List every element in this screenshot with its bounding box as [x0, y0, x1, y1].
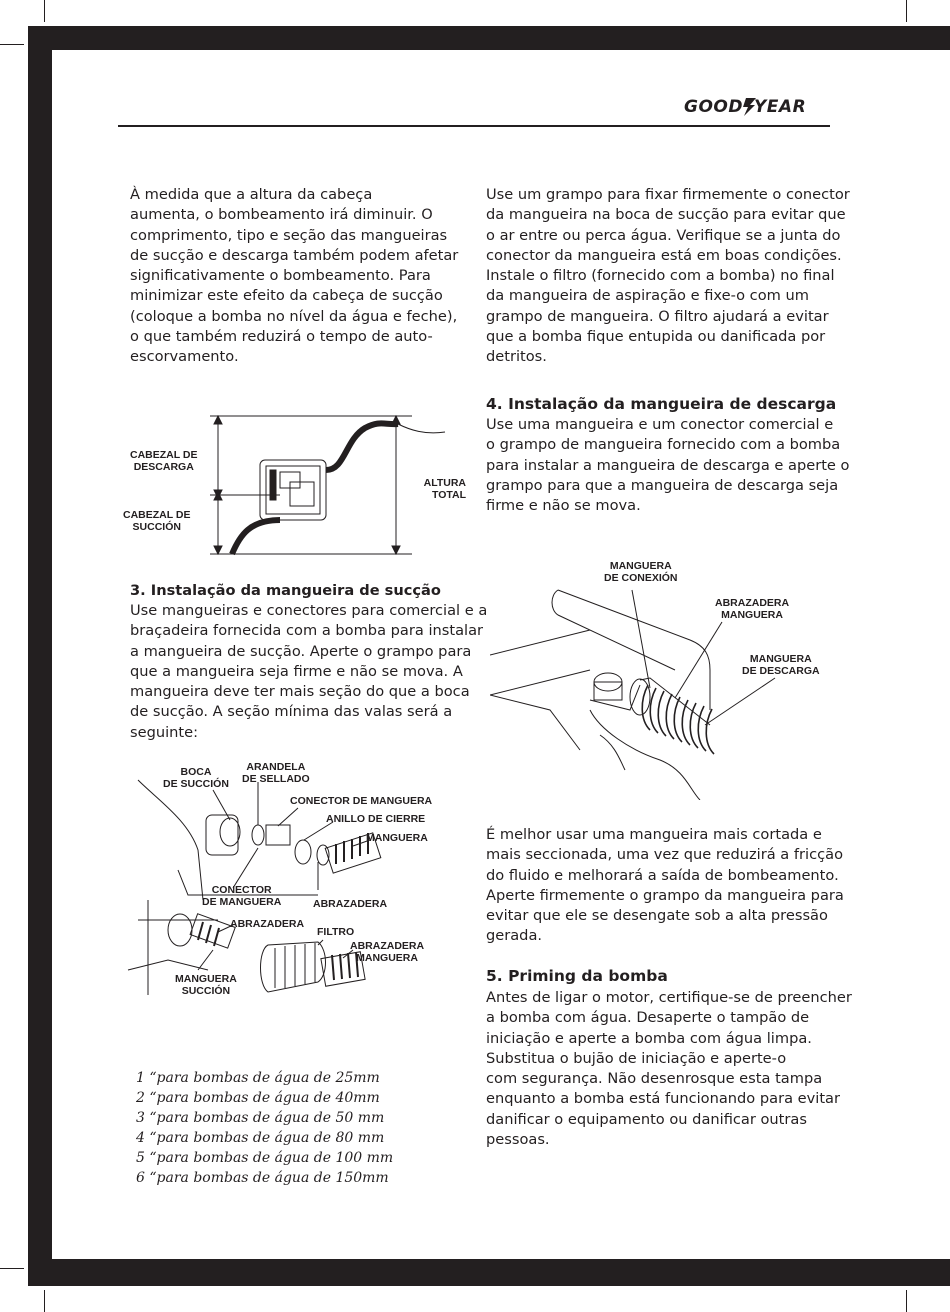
list-item: 2 “para bombas de água de 40mm — [136, 1090, 380, 1106]
crop-mark — [928, 1268, 950, 1269]
section3-paragraph: Use mangueiras e conectores para comercial e a braçadeira fornecida com a bomba para instalar a mangueira de sucção. Aperte o grampo para que a mangueira seja firme e não se mova. A mangueira deve ter mais seção do que a boca de sucção. A seção mínima das valas será a seguinte: — [130, 602, 488, 741]
crop-mark — [906, 1290, 907, 1312]
crop-mark — [0, 44, 24, 45]
header-rule — [118, 125, 830, 127]
crop-mark — [44, 1290, 45, 1312]
label-conector-top: CONECTOR DE MANGUERA — [290, 795, 433, 807]
crop-mark — [0, 1268, 24, 1269]
section5-title: 5. Priming da bomba — [486, 967, 668, 985]
section4-title: 4. Instalação da mangueira de descarga — [486, 395, 837, 413]
label-manguera-conexion: MANGUERA DE CONEXIÓN — [604, 560, 678, 584]
label-conector: CONECTOR DE MANGUERA — [202, 884, 282, 908]
crop-mark — [906, 0, 907, 22]
label-arandela: ARANDELA DE SELLADO — [242, 761, 310, 785]
label-anillo: ANILLO DE CIERRE — [326, 813, 426, 825]
crop-mark — [44, 0, 45, 22]
left-border-bar — [28, 26, 52, 1286]
label-suction-head: CABEZAL DE SUCCIÓN — [123, 509, 191, 533]
label-filtro: FILTRO — [317, 926, 355, 938]
label-abrazadera-manguera: ABRAZADERA MANGUERA — [350, 940, 425, 964]
list-item: 3 “para bombas de água de 50 mm — [136, 1110, 385, 1126]
intro-paragraph: À medida que a altura da cabeça aumenta, o bombeamento irá diminuir. O comprimento, tipo e seção das mangueiras de sucção e descarga também podem afetar significativamente o bombeamento. Para minimizar este efeito da cabeça de sucção (coloque a bomba no nível da água e feche), o que também reduzirá o tempo de auto- escorvamento. — [130, 186, 459, 366]
label-manguera-succion: MANGUERA SUCCIÓN — [175, 973, 237, 997]
section4-paragraph: Use uma mangueira e um conector comercial e o grampo de mangueira fornecido com a bomba para instalar a mangueira de descarga e aperte o grampo para que a mangueira de descarga seja firme e não se mova. — [486, 416, 850, 515]
svg-text:GOOD: GOOD — [684, 96, 743, 117]
hose-paragraph: É melhor usar uma mangueira mais cortada e mais seccionada, uma vez que reduzirá a fricção do fluido e melhorará a saída de bombeamento. Aperte firmemente o grampo da mangueira para evitar que ele se desengate sob a alta pressão gerada. — [486, 826, 844, 945]
goodyear-logo — [684, 94, 824, 117]
list-item: 4 “para bombas de água de 80 mm — [136, 1130, 385, 1146]
list-item: 1 “para bombas de água de 25mm — [136, 1070, 380, 1086]
label-abrazadera-1: ABRAZADERA — [313, 898, 388, 910]
list-item: 6 “para bombas de água de 150mm — [136, 1170, 389, 1186]
discharge-hose-diagram — [490, 560, 835, 800]
crop-mark — [928, 44, 950, 45]
label-abrazadera-2: ABRAZADERA — [230, 918, 305, 930]
label-total-height: ALTURA TOTAL — [423, 477, 466, 501]
label-discharge-head: CABEZAL DE DESCARGA — [130, 449, 198, 473]
label-abrazadera-manguera-3: ABRAZADERA MANGUERA — [715, 597, 790, 621]
top-border-bar — [28, 26, 950, 50]
hose-size-list — [136, 1068, 393, 1188]
section3-title: 3. Instalação da mangueira de sucção — [130, 582, 441, 599]
svg-text:YEAR: YEAR — [754, 96, 807, 117]
list-item: 5 “para bombas de água de 100 mm — [136, 1150, 394, 1166]
label-boca-succion: BOCA DE SUCCIÓN — [163, 766, 229, 790]
bottom-border-bar — [28, 1259, 950, 1286]
section5-paragraph: Antes de ligar o motor, certifique-se de preencher a bomba com água. Desaperte o tampão de iniciação e aperte a bomba com água limpa. Substitua o bujão de iniciação e aperte-o com segurança. Não desenrosque esta tampa enquanto a bomba está funcionando para evitar danificar o equipamento ou danificar outras pessoas. — [486, 989, 852, 1149]
clamp-paragraph: Use um grampo para fixar firmemente o conector da mangueira na boca de sucção para evitar que o ar entre ou perca água. Verifique se a junta do conector da mangueira está em boas condições. Instale o filtro (fornecido com a bomba) no final da mangueira de aspiração e fixe-o com um grampo de mangueira. O filtro ajudará a evitar que a bomba fique entupida ou danificada por detritos. — [486, 186, 850, 366]
label-manguera: MANGUERA — [366, 832, 428, 844]
label-manguera-descarga: MANGUERA DE DESCARGA — [742, 653, 820, 677]
